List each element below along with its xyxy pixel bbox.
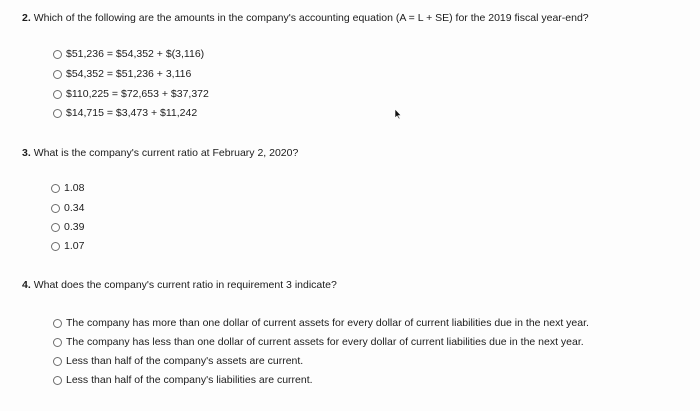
question-2-number: 2. [22,12,31,24]
radio-button-icon[interactable] [53,70,62,79]
q4-option-4-label: Less than half of the company's liabilities are current. [66,374,313,386]
q4-option-1[interactable] [53,317,589,329]
q3-option-1-label: 1.08 [64,182,85,194]
q2-option-1-label: $51,236 = $54,352 + $(3,116) [66,48,205,60]
radio-button-icon[interactable] [51,242,60,251]
question-2-text: Which of the following are the amounts in the company's accounting equation (A = L + SE) for the 2019 fiscal year-end? [33,12,589,24]
q4-option-3[interactable] [53,355,303,367]
q4-option-3-label: Less than half of the company's assets are current. [66,355,304,367]
radio-button-icon[interactable] [53,50,62,59]
q3-option-3[interactable] [51,221,84,233]
q2-option-1[interactable] [53,48,204,60]
q4-option-2-label: The company has less than one dollar of current assets for every dollar of current liabilities due in the next year. [66,336,584,348]
question-2-prompt [22,12,589,24]
question-3-text: What is the company's current ratio at February 2, 2020? [33,147,299,159]
radio-button-icon[interactable] [53,376,62,385]
q4-option-4[interactable] [53,374,313,386]
question-3-prompt [22,147,298,159]
radio-button-icon[interactable] [53,109,62,118]
q3-option-2[interactable] [51,202,84,214]
radio-button-icon[interactable] [53,338,62,347]
radio-button-icon[interactable] [51,184,60,193]
q3-option-3-label: 0.39 [64,221,85,233]
radio-button-icon[interactable] [53,357,62,366]
radio-button-icon[interactable] [51,223,60,232]
question-3-number: 3. [22,147,31,159]
radio-button-icon[interactable] [51,204,60,213]
question-4-text: What does the company's current ratio in requirement 3 indicate? [33,279,337,291]
q2-option-2[interactable] [53,68,191,80]
q3-option-2-label: 0.34 [64,202,85,214]
question-4-number: 4. [22,279,31,291]
q4-option-2[interactable] [53,336,584,348]
q3-option-4-label: 1.07 [64,240,85,252]
q2-option-3[interactable] [53,88,209,100]
mouse-pointer-icon [394,109,402,119]
q2-option-4[interactable] [53,107,197,119]
q3-option-4[interactable] [51,240,84,252]
q3-option-1[interactable] [51,182,84,194]
radio-button-icon[interactable] [53,319,62,328]
radio-button-icon[interactable] [53,90,62,99]
question-4-prompt [22,279,337,291]
q2-option-2-label: $54,352 = $51,236 + 3,116 [66,68,192,80]
q4-option-1-label: The company has more than one dollar of current assets for every dollar of current liabilities due in the next year. [66,317,589,329]
q2-option-3-label: $110,225 = $72,653 + $37,372 [66,88,209,100]
q2-option-4-label: $14,715 = $3,473 + $11,242 [66,107,198,119]
